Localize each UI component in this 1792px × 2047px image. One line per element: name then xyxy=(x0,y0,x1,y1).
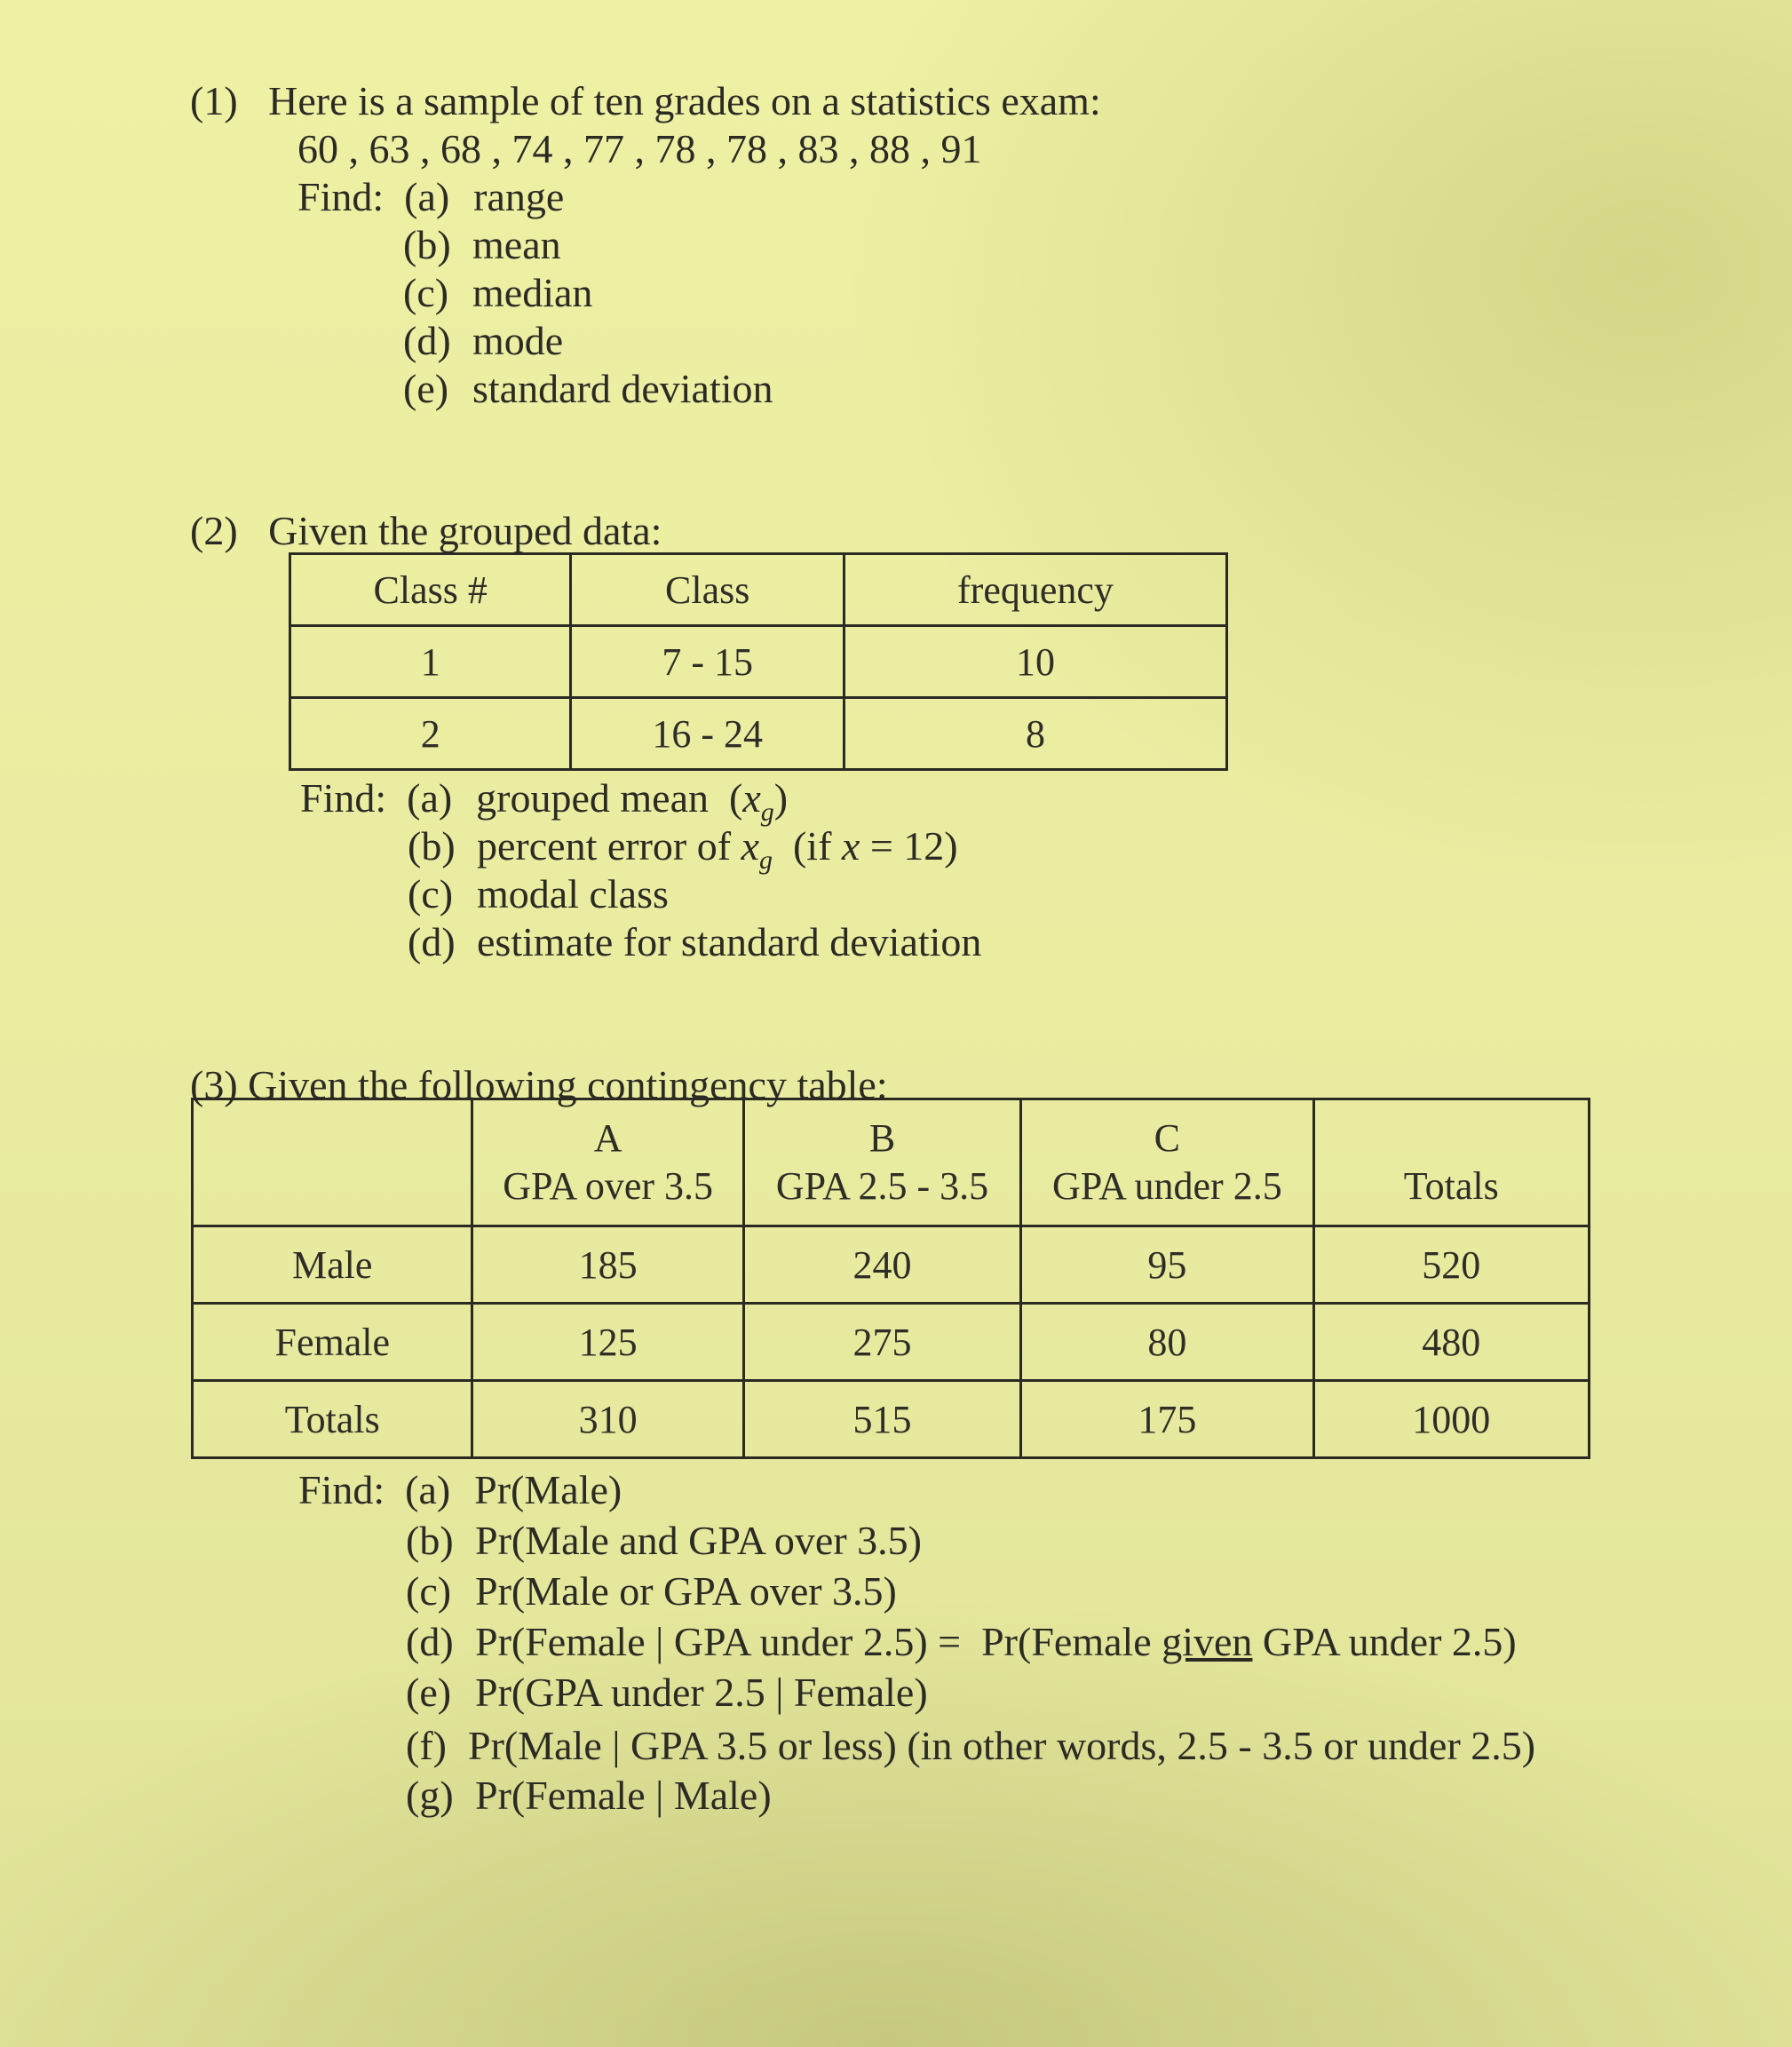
table-header-cell xyxy=(1313,1099,1589,1226)
q3-part-b xyxy=(406,1518,922,1564)
q2-part-c-label: (c) xyxy=(408,871,454,916)
q1-part-b xyxy=(403,222,561,268)
q2-find-label: Find: xyxy=(300,775,387,821)
q3-part-f-label: (f) xyxy=(406,1723,447,1768)
q2-part-a-close: ) xyxy=(773,775,789,821)
table-cell: 1 xyxy=(290,626,571,698)
q2-part-d-label: (d) xyxy=(408,919,456,964)
q1-data-line: 60 , 63 , 68 , 74 , 77 , 78 , 78 , 83 , 88 , 91 xyxy=(297,126,982,171)
table-header-cell xyxy=(193,1099,472,1226)
table-cell: 16 - 24 xyxy=(571,698,844,770)
table-cell: 1000 xyxy=(1313,1381,1589,1458)
table-cell: 520 xyxy=(1313,1226,1589,1304)
q2-part-b-text: percent error of xyxy=(477,823,732,869)
q2-part-c-text: modal class xyxy=(477,871,669,916)
q1-part-c xyxy=(403,270,592,316)
q1-find-label: Find: xyxy=(297,174,385,219)
table-header-cell: Class xyxy=(571,554,844,626)
q1-part-b-label: (b) xyxy=(403,222,451,267)
table-header-row xyxy=(193,1099,1590,1226)
q2-part-b-cond-var: x xyxy=(841,823,860,869)
q3-part-c xyxy=(406,1568,897,1615)
table-cell: 185 xyxy=(472,1226,743,1304)
column-letter: A xyxy=(593,1116,622,1160)
q3-part-b-text: Pr(Male and GPA over 3.5) xyxy=(475,1518,922,1563)
table-header-cell xyxy=(743,1099,1020,1226)
q2-part-b-label: (b) xyxy=(408,823,456,869)
column-label: GPA under 2.5 xyxy=(1051,1164,1282,1208)
q3-part-c-text: Pr(Male or GPA over 3.5) xyxy=(475,1568,897,1614)
q3-part-d-extra-underlined: given xyxy=(1162,1619,1253,1664)
table-cell: 8 xyxy=(844,698,1226,770)
q1-part-b-text: mean xyxy=(472,222,561,267)
table-cell: 175 xyxy=(1021,1381,1313,1458)
q1-part-a-label: (a) xyxy=(404,174,450,219)
grouped-data-table xyxy=(289,552,1228,771)
q3-part-f xyxy=(406,1723,1535,1769)
q3-number: (3) xyxy=(190,1062,238,1107)
table-cell: 2 xyxy=(290,698,571,770)
q3-part-a-label: (a) xyxy=(405,1467,451,1512)
q2-part-a-var: x xyxy=(742,775,761,821)
q3-part-e xyxy=(406,1670,928,1716)
column-label: GPA 2.5 - 3.5 xyxy=(775,1164,989,1208)
row-label: Male xyxy=(193,1226,472,1304)
q3-part-d xyxy=(406,1619,1517,1665)
q1-part-a xyxy=(297,174,564,220)
q3-part-f-text: Pr(Male | GPA 3.5 or less) (in other words, 2.5 - 3.5 or under 2.5) xyxy=(468,1723,1536,1768)
column-letter: B xyxy=(868,1116,896,1160)
table-row xyxy=(193,1381,1590,1458)
q2-intro: Given the grouped data: xyxy=(268,508,662,553)
table-cell: 125 xyxy=(472,1304,743,1381)
q3-part-d-text: Pr(Female | GPA under 2.5) = xyxy=(475,1619,962,1664)
contingency-table xyxy=(191,1098,1590,1459)
q3-part-d-extra-post: GPA under 2.5) xyxy=(1262,1619,1517,1664)
q1-intro: Here is a sample of ten grades on a statistics exam: xyxy=(268,78,1101,123)
table-row xyxy=(193,1226,1590,1304)
row-label: Female xyxy=(193,1304,472,1381)
q2-part-a-label: (a) xyxy=(407,775,453,821)
q3-part-d-label: (d) xyxy=(406,1619,454,1664)
q1-number: (1) xyxy=(190,78,238,123)
q3-part-g xyxy=(406,1773,772,1819)
q2-part-d xyxy=(408,919,981,965)
q2-part-c xyxy=(408,871,669,917)
q3-intro: Given the following contingency table: xyxy=(248,1062,888,1107)
q1-part-c-text: median xyxy=(472,270,593,315)
q2-part-b-sub: g xyxy=(758,845,773,875)
q2-part-b-var: x xyxy=(741,823,759,869)
q3-part-g-text: Pr(Female | Male) xyxy=(475,1773,772,1818)
q1-part-d-text: mode xyxy=(472,318,564,363)
q3-part-a xyxy=(298,1467,622,1513)
q3-part-b-label: (b) xyxy=(406,1518,454,1563)
table-cell: 275 xyxy=(743,1304,1020,1381)
table-row xyxy=(290,626,1227,698)
table-cell: 240 xyxy=(743,1226,1020,1304)
table-header-cell xyxy=(472,1099,743,1226)
column-letter: C xyxy=(1154,1116,1181,1160)
q2-part-b-cond-rest: = 12) xyxy=(869,823,958,869)
table-row xyxy=(193,1304,1590,1381)
q2-part-b-cond-open: (if xyxy=(792,823,832,869)
q2-header xyxy=(190,508,662,554)
table-cell: 480 xyxy=(1313,1304,1589,1381)
q3-part-d-extra-pre: Pr(Female xyxy=(981,1619,1152,1664)
table-header-row xyxy=(290,554,1227,626)
q1-part-e-text: standard deviation xyxy=(472,366,773,411)
q2-part-a-text: grouped mean xyxy=(476,775,710,821)
table-cell: 310 xyxy=(472,1381,743,1458)
q1-part-c-label: (c) xyxy=(403,270,449,315)
table-cell: 7 - 15 xyxy=(571,626,844,698)
q1-part-d-label: (d) xyxy=(403,318,451,363)
q1-part-d xyxy=(403,318,563,364)
q3-find-label: Find: xyxy=(298,1467,385,1512)
table-cell: 515 xyxy=(743,1381,1020,1458)
q3-part-e-text: Pr(GPA under 2.5 | Female) xyxy=(475,1670,928,1715)
table-cell: 95 xyxy=(1021,1226,1313,1304)
table-cell: 80 xyxy=(1021,1304,1313,1381)
q2-number: (2) xyxy=(190,508,238,553)
table-header-cell: Class # xyxy=(290,554,571,626)
table-row xyxy=(290,698,1227,770)
q2-part-d-text: estimate for standard deviation xyxy=(477,919,982,964)
column-label: Totals xyxy=(1403,1164,1499,1208)
q1-header xyxy=(190,78,1101,124)
q3-part-g-label: (g) xyxy=(406,1773,454,1818)
table-header-cell: frequency xyxy=(844,554,1226,626)
column-label: GPA over 3.5 xyxy=(503,1164,714,1208)
q3-part-a-text: Pr(Male) xyxy=(474,1467,622,1512)
q3-part-e-label: (e) xyxy=(406,1670,452,1715)
q1-part-e-label: (e) xyxy=(403,366,449,411)
q1-part-a-text: range xyxy=(473,174,565,219)
q3-part-c-label: (c) xyxy=(406,1568,452,1614)
q2-part-a-open: ( xyxy=(729,775,743,821)
q1-part-e xyxy=(403,366,773,412)
table-header-cell xyxy=(1021,1099,1313,1226)
q2-part-a-sub: g xyxy=(760,797,774,827)
table-cell: 10 xyxy=(844,626,1226,698)
row-label: Totals xyxy=(193,1381,472,1458)
